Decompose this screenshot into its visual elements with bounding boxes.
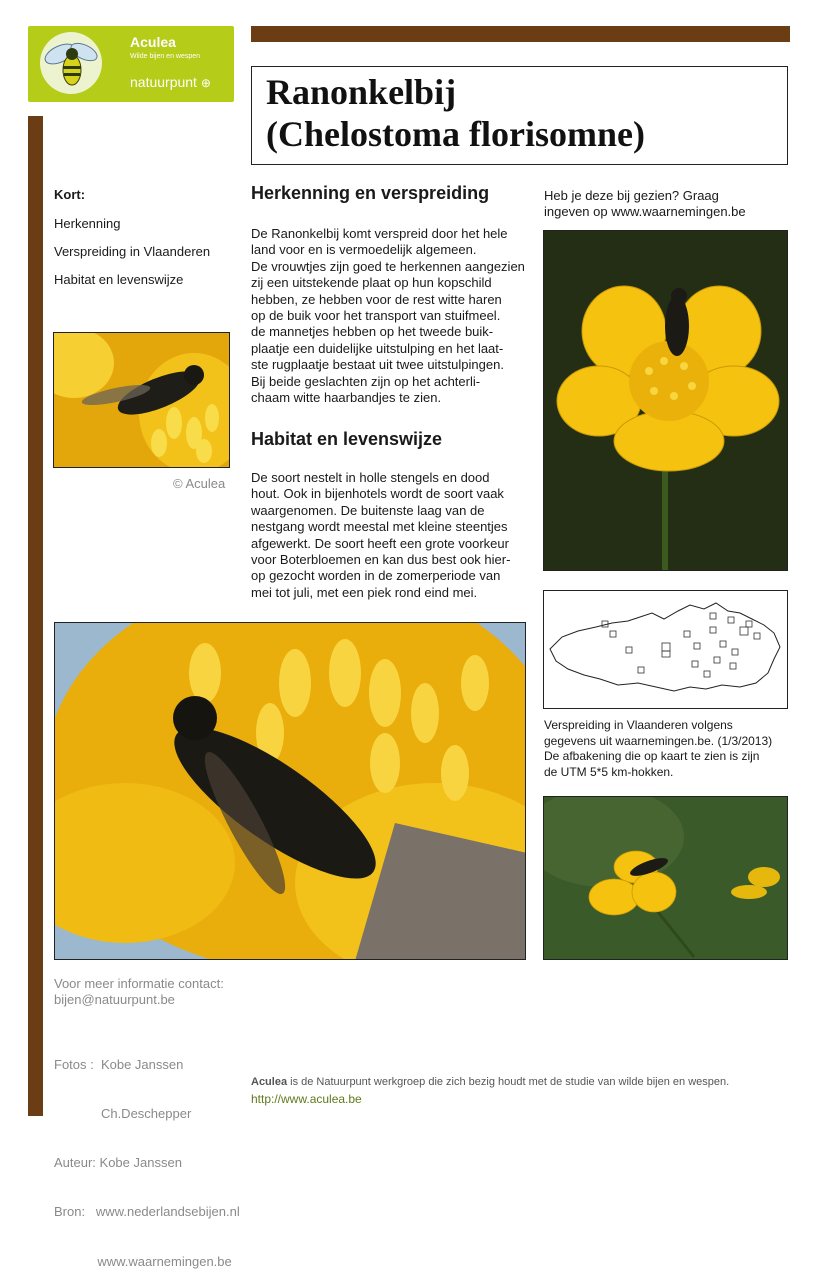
text-line: op de buik voor het transport van stuifmeel. [251, 308, 501, 324]
credit-line: Auteur: Kobe Janssen [54, 1155, 182, 1171]
logo-org-text: natuurpunt [130, 74, 197, 90]
text-line: De afbakening die op kaart te zien is zijn [544, 749, 760, 763]
credit-line[interactable]: Bron: www.nederlandsebijen.nl [54, 1204, 240, 1220]
bee-on-flower-photo [543, 796, 788, 960]
natuurpunt-icon: ⊕ [200, 76, 211, 90]
logo-emblem [40, 32, 102, 94]
text-line: hebben, ze hebben voor de rest witte haren [251, 291, 502, 307]
nav-link-herkenning[interactable]: Herkenning [54, 216, 121, 231]
credits [54, 1024, 240, 1287]
text-line: Heb je deze bij gezien? Graag [544, 188, 719, 203]
text-line: gegevens uit waarnemingen.be. (1/3/2013) [544, 733, 773, 748]
text-line: De vrouwtjes zijn goed te herkennen aangezien [251, 258, 525, 274]
text-line: nestgang wordt meestal met kleine steentjes [251, 519, 508, 535]
flanders-map [544, 591, 787, 708]
title-box [251, 66, 788, 165]
top-brown-bar [251, 26, 790, 42]
footer-note-bold: Aculea [251, 1076, 288, 1088]
text-line: land voor en is vermoedelijk algemeen. [251, 242, 477, 258]
text-line: De soort nestelt in holle stengels en dood [251, 470, 490, 485]
bee-photo-small [53, 332, 230, 468]
text-line: de mannetjes hebben op het tweede buik- [251, 324, 494, 340]
page-title [266, 71, 645, 155]
text-line: chaam witte haarbandjes te zien. [251, 390, 442, 406]
contact-info [54, 976, 224, 1009]
text-line: de UTM 5*5 km-hokken. [544, 764, 674, 779]
contact-email[interactable]: bijen@natuurpunt.be [54, 992, 175, 1008]
credit-line: Ch.Deschepper [54, 1106, 192, 1122]
text-line: waargenomen. De buitenste laag van de [251, 502, 485, 518]
distribution-map [543, 590, 788, 709]
bee-photo-large [54, 622, 526, 960]
footer-note [251, 1076, 729, 1088]
credit-line: Fotos : Kobe Janssen [54, 1056, 184, 1072]
text-line: plaatje een duidelijke uitstulping en het laat- [251, 340, 504, 356]
text-line: voor Boterbloemen en kan dus best ook hier- [251, 552, 511, 568]
title-common-name: Ranonkelbij [266, 72, 457, 112]
nav-link-habitat[interactable]: Habitat en levenswijze [54, 272, 184, 287]
text-line: De Ranonkelbij komt verspreid door het hele [251, 226, 508, 241]
contact-label: Voor meer informatie contact: [54, 976, 224, 991]
text-line: afgewerkt. De soort heeft een grote voorkeur [251, 535, 509, 551]
text-line[interactable]: ingeven op www.waarnemingen.be [544, 204, 746, 220]
text-line: zij een uitstekende plaat op hun kopschild [251, 275, 492, 291]
nav-link-verspreiding[interactable]: Verspreiding in Vlaanderen [54, 244, 211, 259]
credit-line[interactable]: www.waarnemingen.be [54, 1253, 232, 1269]
title-scientific-name: (Chelostoma florisomne) [266, 114, 645, 154]
nav-heading: Kort: [54, 187, 86, 202]
left-brown-bar [28, 116, 43, 1116]
logo-org [130, 74, 211, 90]
footer-note-text: is de Natuurpunt werkgroep die zich bezig houdt met de studie van wilde bijen en wespen. [287, 1076, 730, 1088]
aculea-logo [28, 26, 234, 102]
photo-credit: © Aculea [173, 476, 226, 491]
text-line: ste rugplaatje bestaat uit twee uitstulpingen. [251, 357, 504, 373]
aculea-website-link[interactable]: http://www.aculea.be [251, 1092, 362, 1106]
heading-habitat: Habitat en levenswijze [251, 429, 443, 449]
bee-on-buttercup-photo [543, 230, 788, 571]
text-line: Bij beide geslachten zijn op het achterli- [251, 373, 481, 389]
bee-icon [40, 32, 102, 94]
text-line: op gezocht worden in de zomerperiode van [251, 568, 501, 584]
logo-tagline: Wilde bijen en wespen [130, 53, 201, 60]
logo-brand: Aculea [130, 34, 176, 50]
text-line: Verspreiding in Vlaanderen volgens [544, 718, 733, 732]
text-habitat [251, 470, 527, 601]
text-herkenning [251, 226, 527, 406]
sighting-prompt [544, 188, 790, 221]
map-caption [544, 718, 790, 780]
text-line: mei tot juli, met een piek rond eind mei. [251, 584, 478, 600]
heading-herkenning: Herkenning en verspreiding [251, 183, 490, 203]
text-line: hout. Ook in bijenhotels wordt de soort vaak [251, 486, 504, 502]
